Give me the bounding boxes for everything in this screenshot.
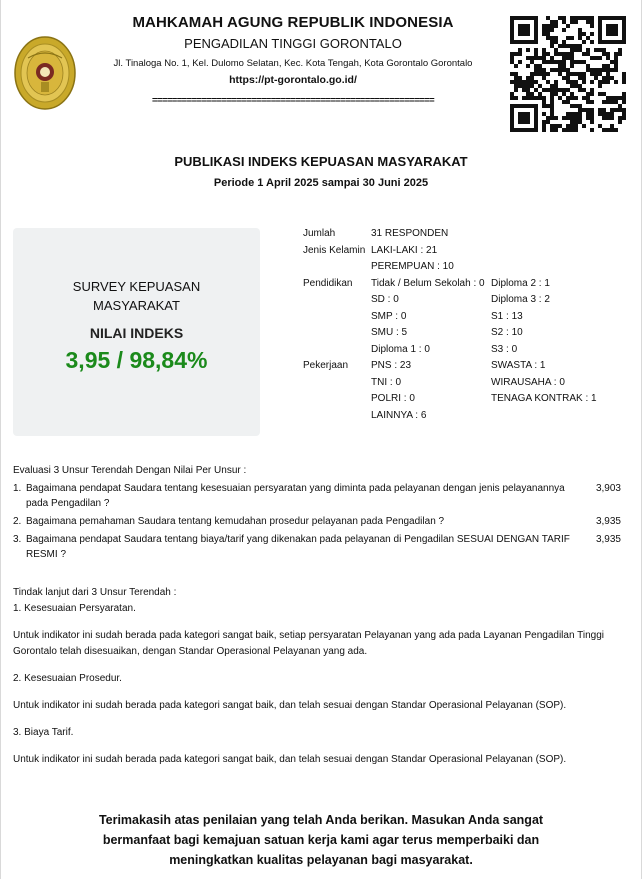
gender-label: Jenis Kelamin bbox=[303, 244, 366, 256]
item-number: 2. bbox=[13, 516, 22, 527]
follow-up-text: Untuk indikator ini sudah berada pada kategori sangat baik, setiap persyaratan Pelayanan yang ada pada Layanan Pengadilan Tinggi Gorontalo telah disesuaikan, dengan Standar Operasional Pelayanan yang ada. bbox=[13, 630, 604, 657]
education-item: S1 : 13 bbox=[491, 310, 523, 322]
jumlah-value: 31 RESPONDEN bbox=[371, 228, 449, 239]
evaluation-item bbox=[13, 532, 625, 562]
sub-court-name: PENGADILAN TINGGI GORONTALO bbox=[184, 36, 402, 51]
page-edge-left bbox=[0, 0, 1, 879]
item-score: 3,935 bbox=[595, 516, 621, 527]
education-item: Tidak / Belum Sekolah : 0 bbox=[371, 277, 485, 289]
evaluation-intro: Evaluasi 3 Unsur Terendah Dengan Nilai Per Unsur : bbox=[13, 465, 247, 476]
index-label: NILAI INDEKS bbox=[89, 325, 184, 341]
page-title: PUBLIKASI INDEKS KEPUASAN MASYARAKAT bbox=[174, 154, 468, 169]
item-score: 3,903 bbox=[595, 483, 621, 494]
education-label: Pendidikan bbox=[303, 277, 353, 289]
evaluation-section bbox=[13, 463, 625, 565]
education-item: SD : 0 bbox=[371, 294, 399, 305]
item-score: 3,935 bbox=[595, 534, 621, 545]
item-question: Bagaimana pendapat Saudara tentang kesesuaian persyaratan yang diminta pada pelayanan dengan jenis pelayanannya pada Pengadilan ? bbox=[26, 483, 565, 509]
qr-code-icon bbox=[510, 16, 626, 132]
job-label: Pekerjaan bbox=[303, 360, 349, 371]
item-question: Bagaimana pendapat Saudara tentang biaya/tarif yang dikenakan pada pelayanan di Pengadilan SESUAI DENGAN TARIF RESMI ? bbox=[26, 534, 570, 560]
survey-title: SURVEY KEPUASAN MASYARAKAT bbox=[72, 279, 201, 313]
education-item: SMP : 0 bbox=[371, 310, 407, 322]
education-item: SMU : 5 bbox=[371, 327, 408, 338]
gender-female: PEREMPUAN : 10 bbox=[371, 261, 454, 272]
court-address: Jl. Tinaloga No. 1, Kel. Dulomo Selatan, Kec. Kota Tengah, Kota Gorontalo Gorontalo bbox=[113, 58, 473, 69]
court-name: MAHKAMAH AGUNG REPUBLIK INDONESIA bbox=[132, 14, 454, 31]
job-item: PNS : 23 bbox=[371, 360, 412, 371]
court-emblem-icon bbox=[14, 36, 76, 110]
education-item: S2 : 10 bbox=[491, 327, 523, 338]
evaluation-item bbox=[13, 514, 625, 529]
evaluation-item bbox=[13, 481, 625, 511]
follow-up-heading: 2. Kesesuaian Prosedur. bbox=[13, 673, 122, 684]
item-number: 3. bbox=[13, 534, 22, 545]
court-website-link[interactable]: https://pt-gorontalo.go.id/ bbox=[229, 74, 357, 86]
survey-period: Periode 1 April 2025 sampai 30 Juni 2025 bbox=[213, 177, 429, 189]
follow-up-heading: 3. Biaya Tarif. bbox=[13, 727, 74, 738]
gender-male: LAKI-LAKI : 21 bbox=[371, 244, 438, 256]
closing-message: Terimakasih atas penilaian yang telah Anda berikan. Masukan Anda sangat bermanfaat bagi kemajuan satuan kerja kami agar terus memperbaiki dan meningkatkan kualitas pelayanan bagi masyarakat. bbox=[98, 813, 544, 867]
item-number: 1. bbox=[13, 483, 22, 494]
index-summary-card bbox=[13, 228, 260, 436]
job-item: SWASTA : 1 bbox=[491, 360, 546, 371]
job-item: TNI : 0 bbox=[371, 376, 402, 388]
header-divider: ========================================================= bbox=[151, 95, 435, 106]
job-item: POLRI : 0 bbox=[371, 393, 415, 404]
follow-up-section bbox=[13, 585, 625, 768]
follow-up-text: Untuk indikator ini sudah berada pada kategori sangat baik, dan telah sesuai dengan Standar Operasional Pelayanan (SOP). bbox=[13, 754, 567, 765]
education-item: Diploma 1 : 0 bbox=[371, 343, 430, 355]
index-value: 3,95 / 98,84% bbox=[65, 347, 208, 373]
follow-up-intro: Tindak lanjut dari 3 Unsur Terendah : bbox=[13, 587, 177, 598]
education-item: Diploma 3 : 2 bbox=[491, 294, 550, 305]
education-item: S3 : 0 bbox=[491, 343, 518, 355]
follow-up-heading: 1. Kesesuaian Persyaratan. bbox=[13, 603, 136, 614]
education-item: Diploma 2 : 1 bbox=[491, 277, 550, 289]
follow-up-text: Untuk indikator ini sudah berada pada kategori sangat baik, dan telah sesuai dengan Standar Operasional Pelayanan (SOP). bbox=[13, 700, 567, 711]
job-item: TENAGA KONTRAK : 1 bbox=[491, 393, 597, 404]
item-question: Bagaimana pemahaman Saudara tentang kemudahan prosedur pelayanan pada Pengadilan ? bbox=[26, 516, 445, 527]
jumlah-label: Jumlah bbox=[303, 228, 336, 239]
letterhead bbox=[108, 14, 478, 106]
job-item: LAINNYA : 6 bbox=[371, 409, 427, 421]
job-item: WIRAUSAHA : 0 bbox=[491, 376, 565, 388]
